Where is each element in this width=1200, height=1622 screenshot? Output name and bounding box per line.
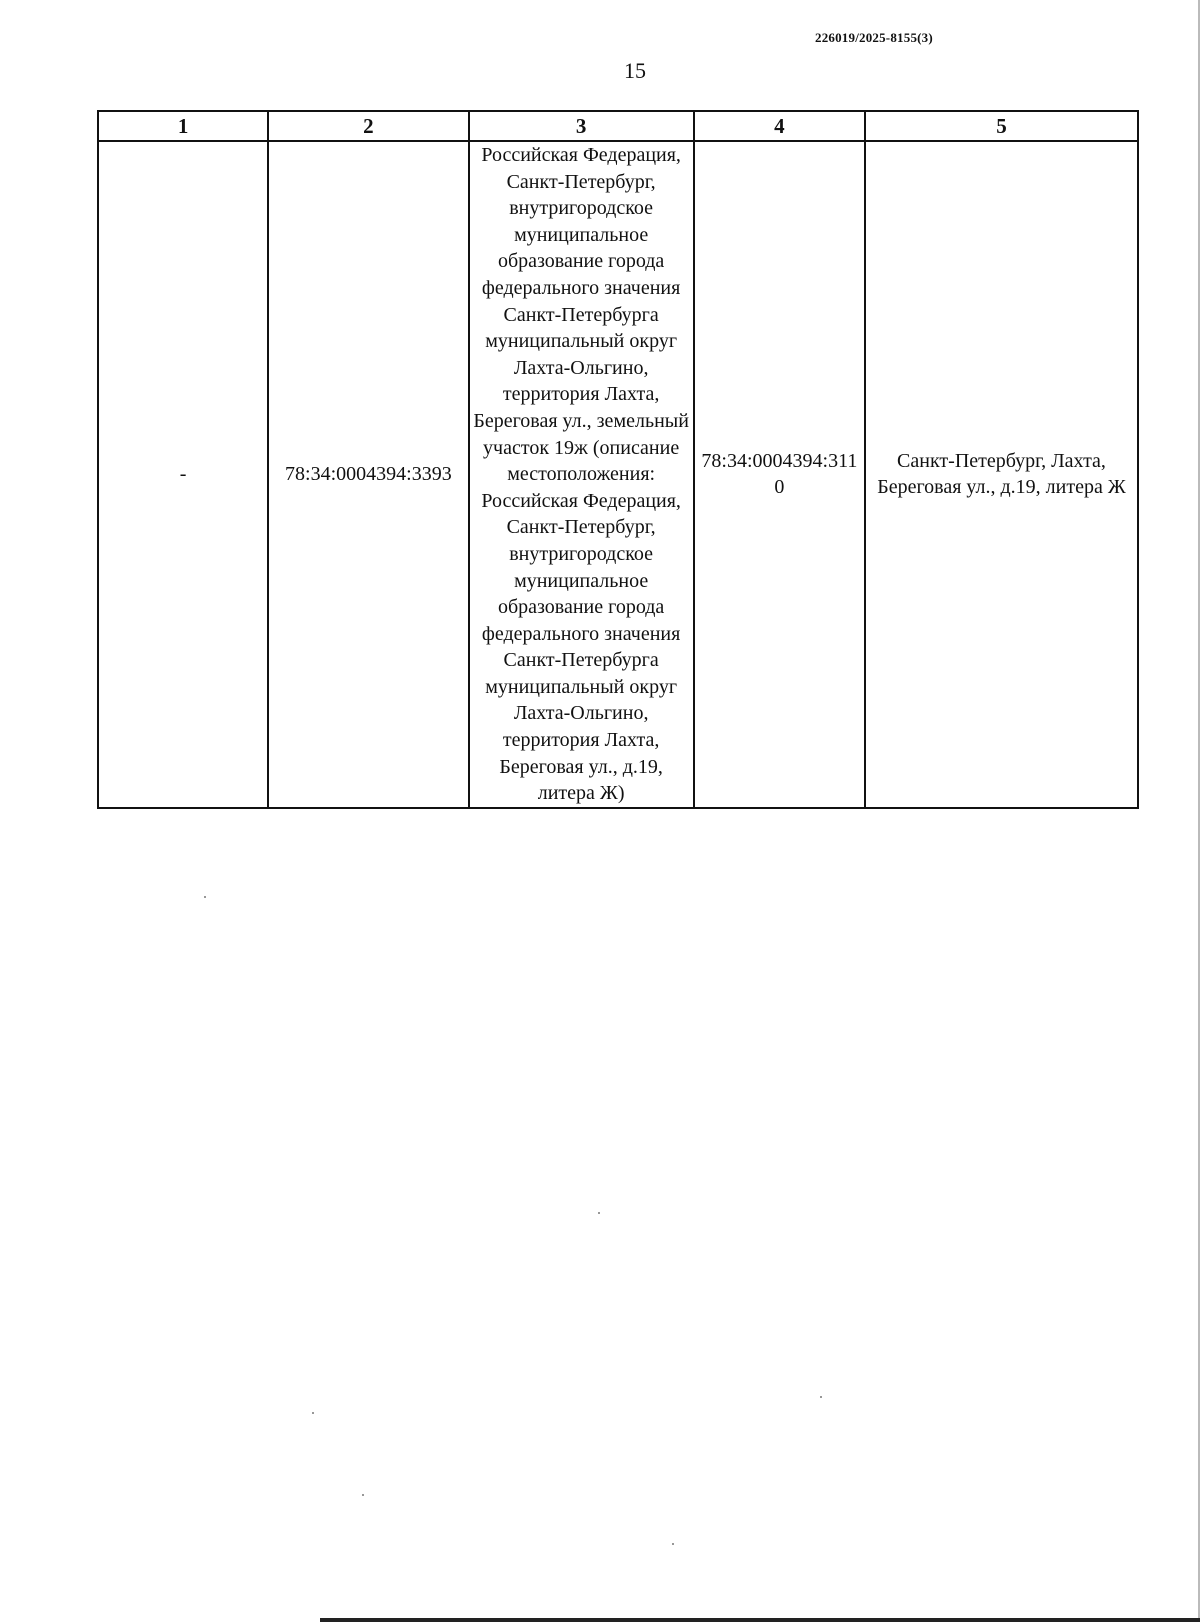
table-row bbox=[98, 141, 1138, 808]
column-header-2: 2 bbox=[268, 111, 468, 141]
cadastral-number-cell: 78:34:0004394:3393 bbox=[268, 141, 468, 808]
scan-speck bbox=[312, 1412, 314, 1414]
parent-cadastral-number-cell: 78:34:0004394:3110 bbox=[694, 141, 865, 808]
table-header-row bbox=[98, 111, 1138, 141]
scan-speck bbox=[598, 1212, 600, 1214]
document-registration-number: 226019/2025-8155(3) bbox=[815, 30, 933, 45]
column-header-4: 4 bbox=[694, 111, 865, 141]
property-register-table bbox=[97, 110, 1139, 809]
location-cell: Санкт-Петербург, Лахта, Береговая ул., д.19, литера Ж bbox=[865, 141, 1138, 808]
column-header-5: 5 bbox=[865, 111, 1138, 141]
scan-bottom-edge bbox=[320, 1618, 1200, 1622]
row-number-cell: - bbox=[98, 141, 268, 808]
scan-speck bbox=[362, 1494, 364, 1496]
page-number: 15 bbox=[624, 58, 646, 83]
column-header-3: 3 bbox=[469, 111, 694, 141]
scan-speck bbox=[820, 1396, 822, 1398]
scan-speck bbox=[204, 896, 206, 898]
address-cell: Российская Федерация, Санкт-Петербург, внутригородское муниципальное образование города федерального значения Санкт-Петербурга муниципальный округ Лахта-Ольгино, территория Лахта, Береговая ул., земельный участок 19ж (описание местоположения: Российская Федерация, Санкт-Петербург, внутригородское муниципальное образование города федерального значения Санкт-Петербурга муниципальный округ Лахта-Ольгино, территория Лахта, Береговая ул., д.19, литера Ж) bbox=[469, 141, 694, 808]
column-header-1: 1 bbox=[98, 111, 268, 141]
scan-speck bbox=[672, 1543, 674, 1545]
